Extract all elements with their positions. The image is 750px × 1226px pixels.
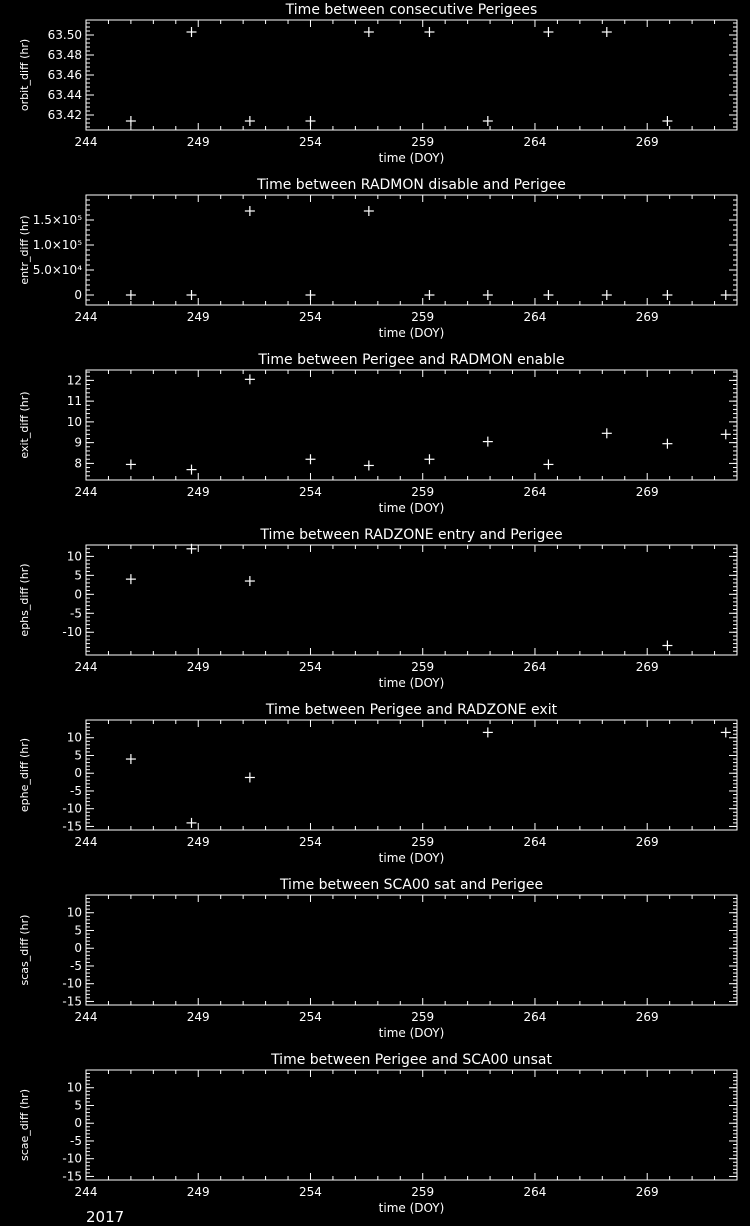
data-point [364,460,374,470]
y-axis-label: scae_diff (hr) [18,1089,31,1161]
data-point [187,465,197,475]
plot-title: Time between Perigee and SCA00 unsat [271,1052,552,1068]
data-point [245,206,255,216]
data-point [126,754,136,764]
y-tick-label: 10 [66,905,82,920]
x-tick-label: 264 [523,1010,547,1024]
data-point [305,290,315,300]
y-axis-label: exit_diff (hr) [18,391,31,459]
y-tick-label: 5.0×10⁴ [32,263,82,277]
y-tick-label: 63.44 [47,88,82,102]
data-point [424,27,434,37]
x-tick-label: 264 [523,835,547,849]
y-tick-label: -15 [62,994,82,1009]
data-point [602,428,612,438]
x-tick-label: 254 [299,310,322,324]
x-tick-label: 244 [74,1185,98,1199]
y-tick-label: 63.42 [47,108,82,122]
y-tick-label: 11 [66,394,82,409]
y-tick-label: 1.5×10⁵ [32,213,82,227]
plot-title: Time between RADZONE entry and Perigee [260,527,563,543]
data-point [662,116,672,126]
plot-frame [86,895,737,1005]
year-label: 2017 [86,1208,125,1226]
y-axis-label: entr_diff (hr) [18,215,31,285]
y-tick-label: 10 [66,730,82,745]
x-axis-label: time (DOY) [378,676,445,690]
y-tick-label: -5 [70,958,82,973]
plot-frame [86,20,737,130]
x-tick-label: 259 [411,485,435,499]
data-point [543,290,553,300]
data-point [187,27,197,37]
data-point [245,116,255,126]
plot-panel-7 [18,1052,737,1215]
x-tick-label: 244 [74,835,98,849]
y-tick-label: -10 [62,1151,82,1166]
plot-title: Time between Perigee and RADMON enable [258,352,565,368]
y-tick-label: 5 [74,1098,82,1113]
y-tick-label: 9 [74,435,82,450]
data-point [483,437,493,447]
x-tick-label: 254 [299,1185,322,1199]
x-tick-label: 254 [299,660,322,674]
y-tick-label: -10 [62,625,82,640]
plot-frame [86,545,737,655]
data-point [483,116,493,126]
y-tick-label: 0 [74,288,82,302]
data-point [187,818,197,828]
y-tick-label: 63.48 [47,48,82,62]
y-tick-label: 5 [74,568,82,583]
y-tick-label: 8 [74,456,82,471]
x-tick-label: 244 [74,485,98,499]
plot-title: Time between consecutive Perigees [285,2,538,18]
y-tick-label: 1.0×10⁵ [32,238,82,252]
y-tick-label: -10 [62,976,82,991]
x-axis-label: time (DOY) [378,851,445,865]
y-tick-label: -15 [62,1169,82,1184]
plot-panel-2 [18,177,737,340]
data-point [126,574,136,584]
data-point [245,772,255,782]
x-tick-label: 249 [186,835,210,849]
x-axis-label: time (DOY) [378,1201,445,1215]
y-tick-label: 0 [74,766,82,781]
data-point [364,27,374,37]
y-tick-label: -10 [62,801,82,816]
y-tick-label: -15 [62,819,82,834]
data-point [364,206,374,216]
data-point [662,439,672,449]
plot-panel-1 [18,2,737,165]
plot-frame [86,370,737,480]
x-axis-label: time (DOY) [378,1026,445,1040]
y-tick-label: -5 [70,1133,82,1148]
y-tick-label: -5 [70,783,82,798]
plot-title: Time between Perigee and RADZONE exit [265,702,558,718]
plot-title: Time between RADMON disable and Perigee [257,177,566,193]
data-point [245,374,255,384]
x-tick-label: 269 [635,135,659,149]
plot-panel-5 [18,702,737,865]
data-point [126,459,136,469]
x-axis-label: time (DOY) [378,151,445,165]
data-point [305,454,315,464]
data-point [721,727,731,737]
x-tick-label: 259 [411,135,435,149]
y-tick-label: 5 [74,923,82,938]
plot-title: Time between SCA00 sat and Perigee [279,877,544,893]
x-tick-label: 254 [299,135,322,149]
x-tick-label: 264 [523,485,547,499]
x-tick-label: 259 [411,660,435,674]
data-point [543,459,553,469]
plot-frame [86,720,737,830]
x-tick-label: 269 [635,835,659,849]
x-tick-label: 264 [523,135,547,149]
y-tick-label: 10 [66,414,82,429]
x-tick-label: 264 [523,310,547,324]
data-point [305,116,315,126]
x-tick-label: 244 [74,660,98,674]
plot-frame [86,1070,737,1180]
x-tick-label: 264 [523,660,547,674]
data-point [126,116,136,126]
y-axis-label: scas_diff (hr) [18,914,31,986]
x-tick-label: 249 [186,1010,210,1024]
plot-panel-3 [18,352,737,515]
data-point [424,454,434,464]
y-tick-label: 10 [66,1080,82,1095]
x-tick-label: 249 [186,1185,210,1199]
y-tick-label: 0 [74,941,82,956]
data-point [483,727,493,737]
data-point [662,641,672,651]
x-tick-label: 259 [411,1010,435,1024]
x-tick-label: 269 [635,1185,659,1199]
data-point [602,27,612,37]
x-tick-label: 259 [411,310,435,324]
plot-frame [86,195,737,305]
y-tick-label: 10 [66,549,82,564]
data-point [245,576,255,586]
data-point [721,290,731,300]
data-point [662,290,672,300]
y-axis-label: ephs_diff (hr) [18,563,31,637]
x-tick-label: 269 [635,1010,659,1024]
x-tick-label: 269 [635,485,659,499]
x-tick-label: 249 [186,135,210,149]
x-tick-label: 264 [523,1185,547,1199]
y-axis-label: orbit_diff (hr) [18,38,31,112]
data-point [543,27,553,37]
x-tick-label: 259 [411,1185,435,1199]
x-tick-label: 254 [299,835,322,849]
data-point [483,290,493,300]
plot-panel-6 [18,877,737,1040]
x-tick-label: 254 [299,1010,322,1024]
x-tick-label: 244 [74,310,98,324]
x-tick-label: 269 [635,660,659,674]
x-tick-label: 249 [186,485,210,499]
y-tick-label: 12 [66,373,82,388]
y-axis-label: ephe_diff (hr) [18,737,31,813]
x-tick-label: 244 [74,1010,98,1024]
y-tick-label: 5 [74,748,82,763]
x-tick-label: 244 [74,135,98,149]
data-point [126,290,136,300]
data-point [424,290,434,300]
x-axis-label: time (DOY) [378,501,445,515]
x-axis-label: time (DOY) [378,326,445,340]
x-tick-label: 269 [635,310,659,324]
data-point [602,290,612,300]
y-tick-label: -5 [70,606,82,621]
x-tick-label: 259 [411,835,435,849]
y-tick-label: 0 [74,1116,82,1131]
x-tick-label: 249 [186,660,210,674]
y-tick-label: 0 [74,587,82,602]
data-point [187,290,197,300]
data-point [721,429,731,439]
y-tick-label: 63.46 [47,68,82,82]
x-tick-label: 254 [299,485,322,499]
x-tick-label: 249 [186,310,210,324]
plot-panel-4 [18,527,737,690]
y-tick-label: 63.50 [47,28,82,42]
